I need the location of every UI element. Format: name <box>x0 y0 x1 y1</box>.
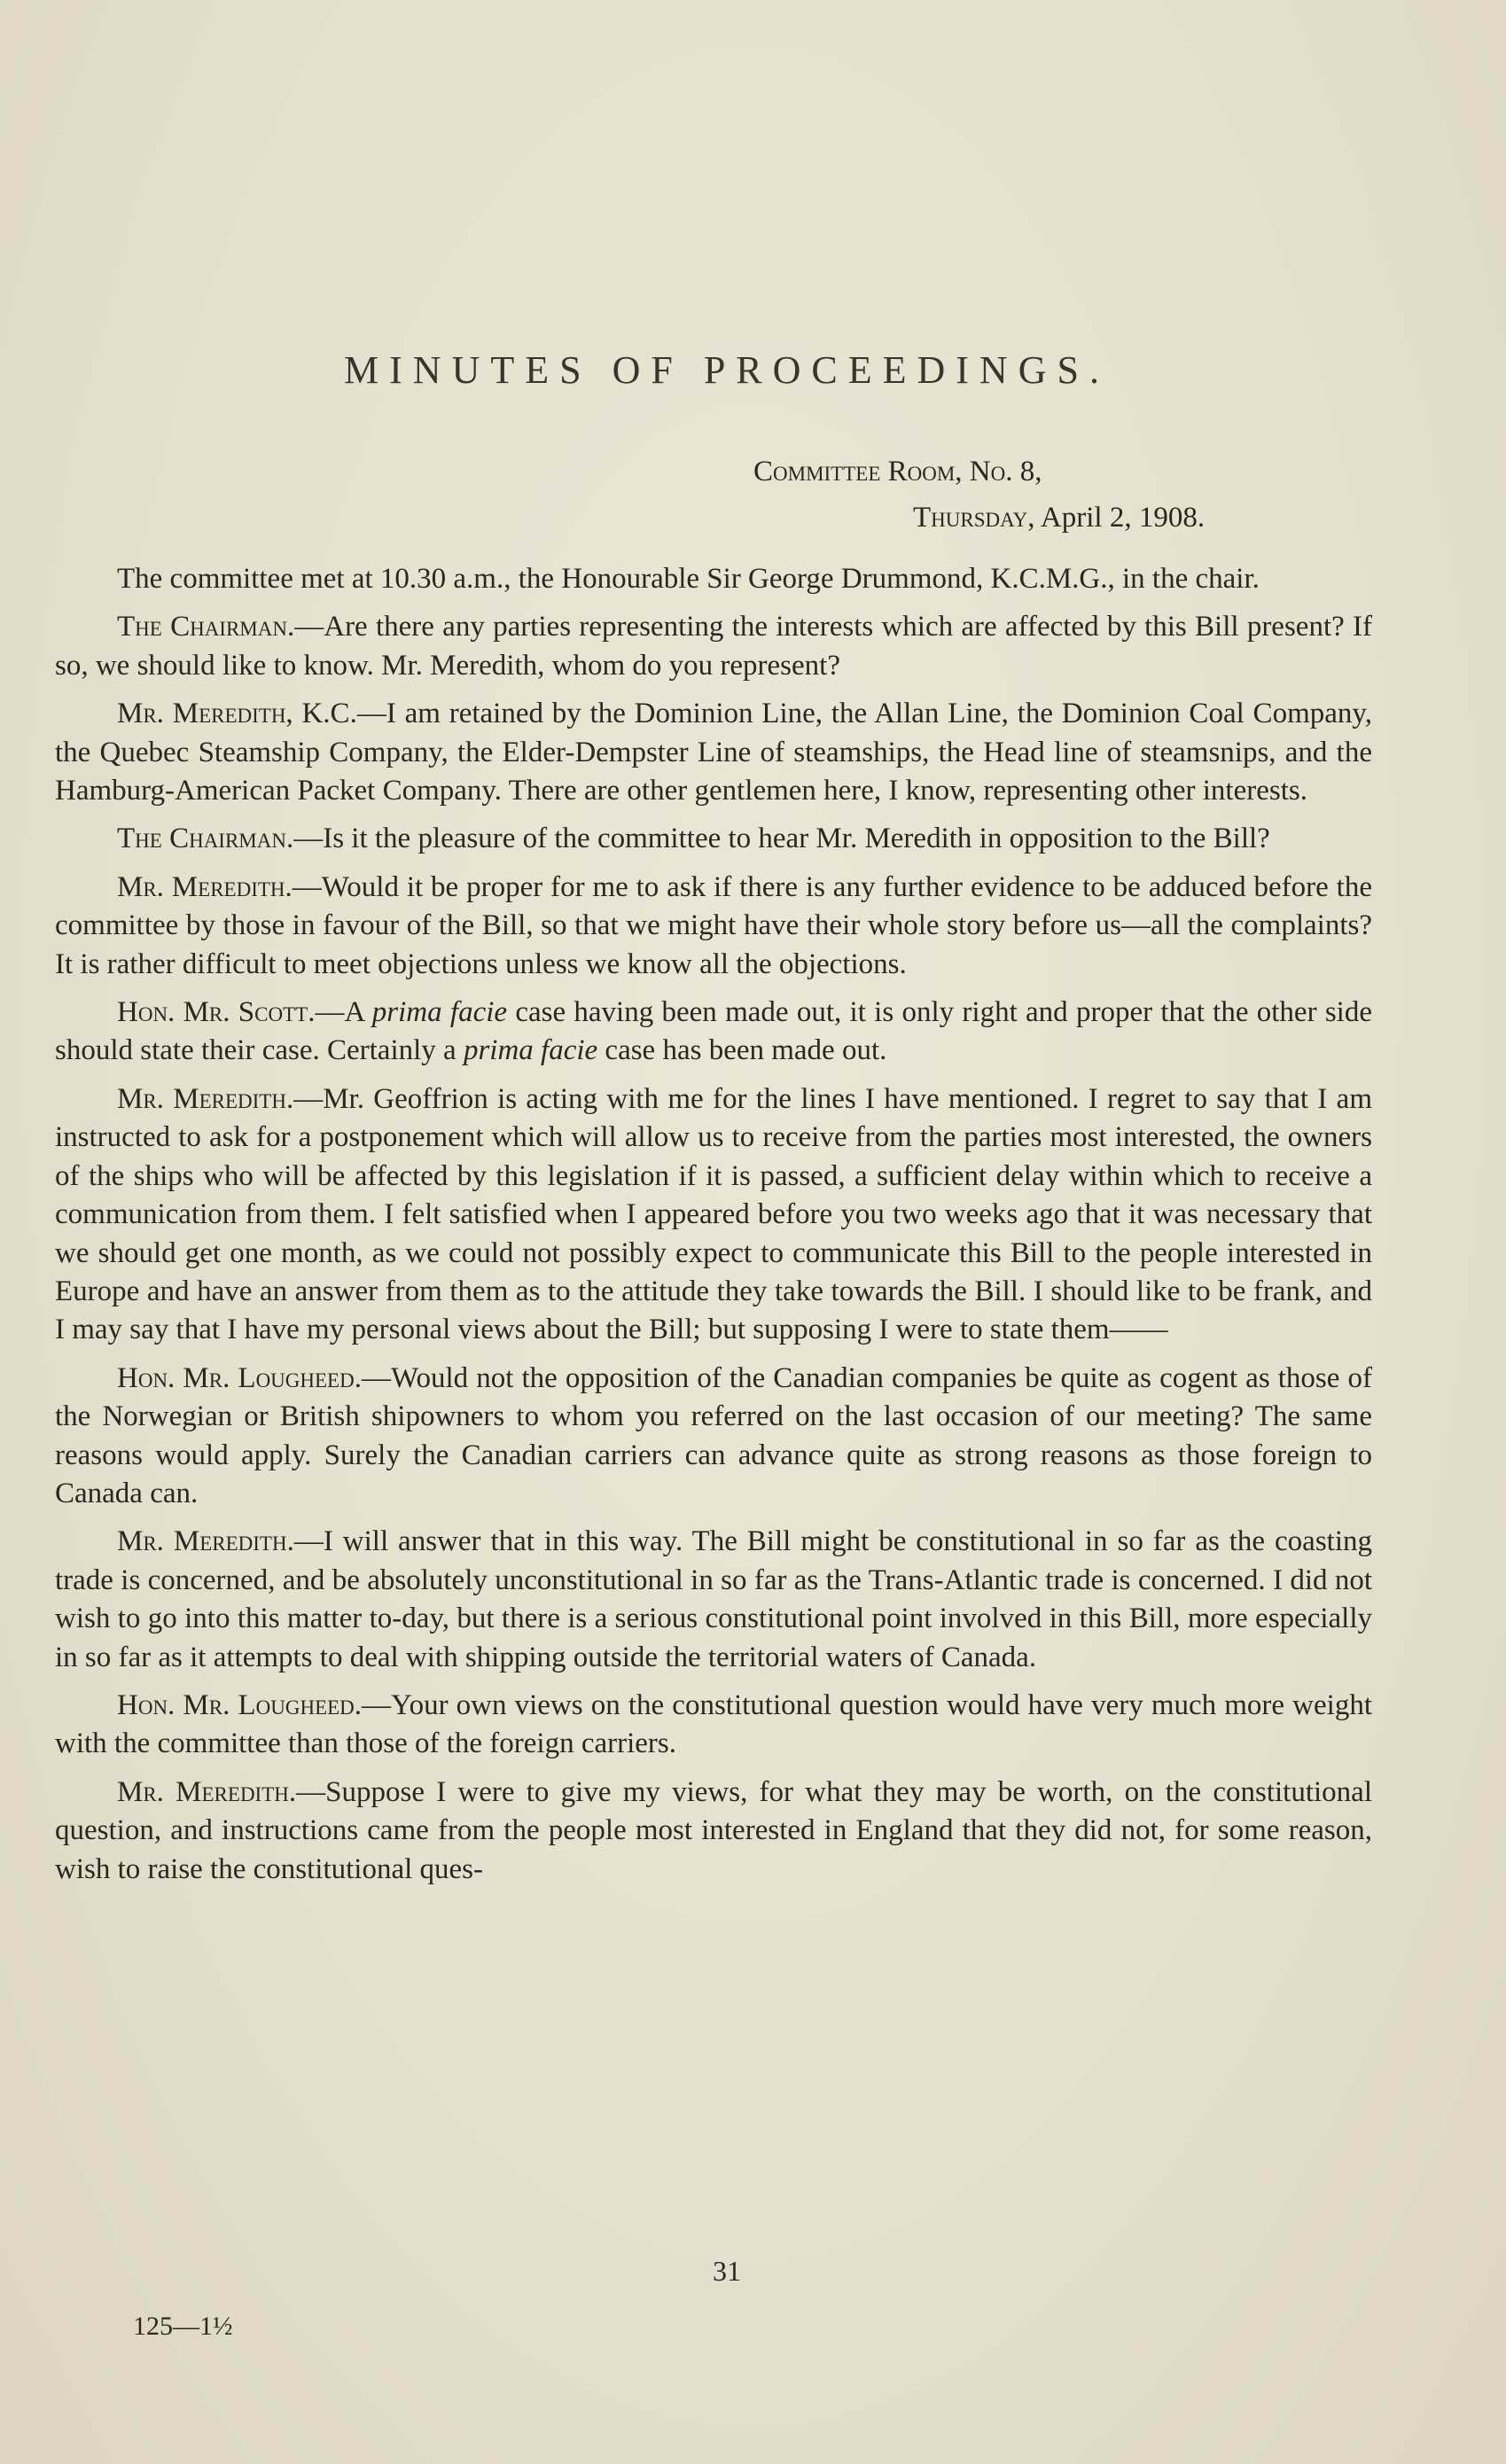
paragraph-text: case has been made out. <box>597 1034 887 1067</box>
paragraph-text: —Are there any parties representing the interests which are affected by this Bill present? If so, we should like to know. Mr. Meredith, whom do you represent? <box>55 611 1372 682</box>
paragraph-text: case having been made out, it is only right and proper that the other side should state their case. Certainly a <box>55 996 1373 1067</box>
speaker: The Chairman. <box>117 823 294 855</box>
speaker: Mr. Meredith, K.C. <box>117 698 357 730</box>
committee-room: Committee Room, No. 8, <box>753 456 1042 487</box>
paragraph-text: The committee met at 10.30 a.m., the Honourable Sir George Drummond, K.C.M.G., in the chair. <box>117 563 1260 595</box>
speaker: Hon. Mr. Lougheed. <box>117 1361 362 1394</box>
paragraph-text: —Would it be proper for me to ask if there is any further evidence to be adduced before the committee by those in favour of the Bill, so that we might have their whole story before us—all the complaints? It is rather difficult to meet objections unless we know all the objections. <box>55 870 1372 980</box>
paragraph <box>55 820 1372 858</box>
paragraph <box>55 1687 1372 1764</box>
meeting-date-line <box>753 495 1303 541</box>
emphasis-latin: prima facie <box>371 996 508 1029</box>
page-number: 31 <box>713 2255 741 2287</box>
minutes-body <box>55 560 1372 1899</box>
paragraph <box>55 1360 1372 1514</box>
paragraph-text: —Would not the opposition of the Canadian companies be quite as cogent as those of the Norwegian or British shipowners to whom you referred on the last occasion of our meeting? The same reasons would apply. Surely the Canadian carriers can advance quite as strong reasons as those foreign to Canada can. <box>55 1361 1372 1509</box>
paragraph-text: —A <box>315 996 372 1029</box>
paragraph-opening <box>55 560 1372 598</box>
paragraph <box>55 1523 1372 1677</box>
speaker: The Chairman. <box>117 611 295 643</box>
meeting-header <box>753 448 1303 541</box>
printer-signature: 125—1½ <box>133 2312 233 2341</box>
speaker: Mr. Meredith. <box>117 1775 297 1808</box>
paragraph-text: —I will answer that in this way. The Bill might be constitutional in so far as the coasting trade is concerned, and be absolutely unconstitutional in so far as the Trans-Atlantic trade is concerned. I did not wish to go into this matter to-day, but there is a serious constitutional point involved in this Bill, more especially in so far as it attempts to deal with shipping outside the territorial waters of Canada. <box>55 1525 1372 1673</box>
paragraph-text: —Mr. Geoffrion is acting with me for the lines I have mentioned. I regret to say that I am instructed to ask for a postponement which will allow us to receive from the parties most interested, the owners of the ships who will be affected by this legislation if it is passed, a sufficient delay within which to receive a communication from them. I felt satisfied when I appeared before you two weeks ago that it was necessary that we should get one month, as we could not possibly expect to communicate this Bill to the people interested in Europe and have an answer from them as to the attitude they take towards the Bill. I should like to be frank, and I may say that I have my personal views about the Bill; but supposing I were to state them—— <box>55 1082 1372 1346</box>
paragraph-text: —Your own views on the constitutional question would have very much more weight with the committee than those of the foreign carriers. <box>55 1688 1372 1760</box>
paragraph <box>55 1774 1372 1889</box>
paragraph <box>55 695 1372 810</box>
speaker: Hon. Mr. Lougheed. <box>117 1688 363 1721</box>
paragraph <box>55 608 1372 685</box>
paragraph-text: —Is it the pleasure of the committee to hear Mr. Meredith in opposition to the Bill? <box>293 823 1270 855</box>
meeting-day: Thursday, <box>913 502 1035 534</box>
paragraph-text: —Suppose I were to give my views, for what they may be worth, on the constitutional question, and instructions came from the people most interested in England that they did not, for some reason, wish to raise the constitutional ques- <box>55 1775 1372 1885</box>
meeting-date: April 2, 1908. <box>1040 502 1206 534</box>
paragraph <box>55 1080 1372 1350</box>
speaker: Mr. Meredith. <box>117 870 293 903</box>
paragraph <box>55 994 1372 1071</box>
speaker: Hon. Mr. Scott. <box>117 996 316 1029</box>
paragraph <box>55 869 1372 984</box>
speaker: Mr. Meredith. <box>117 1525 294 1558</box>
page-title: MINUTES OF PROCEEDINGS. <box>344 348 1110 392</box>
emphasis-latin: prima facie <box>463 1034 598 1067</box>
paragraph-text: —I am retained by the Dominion Line, the Allan Line, the Dominion Coal Company, the Quebec Steamship Company, the Elder-Dempster Line of steamships, the Head line of steamsnips, and the Hamburg-American Packet Company. There are other gentlemen here, I know, representing other interests. <box>55 698 1372 807</box>
speaker: Mr. Meredith. <box>117 1082 294 1115</box>
